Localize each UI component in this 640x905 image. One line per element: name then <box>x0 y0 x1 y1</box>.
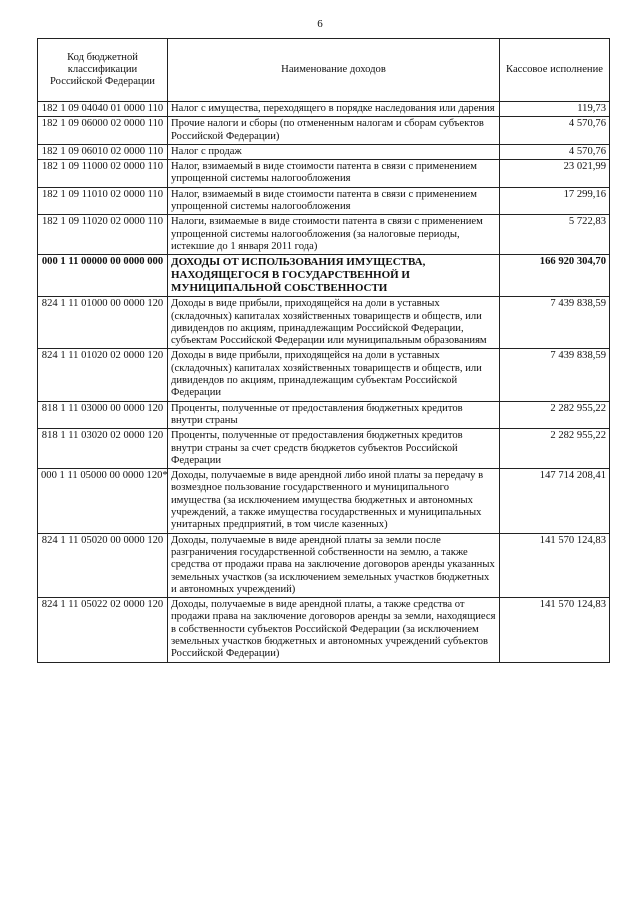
amount-cell: 4 570,76 <box>500 117 610 145</box>
amount-cell: 2 282 955,22 <box>500 429 610 469</box>
table-row <box>38 297 610 349</box>
header-amount: Кассовое исполнение <box>500 39 610 102</box>
revenue-name-cell: Налоги, взимаемые в виде стоимости патента в связи с применением упрощенной системы налогообложения (за налоговые периоды, истекшие до 1 января 2011 года) <box>168 215 500 255</box>
revenue-name-cell: Доходы, получаемые в виде арендной платы, а также средства от продажи права на заключение договоров аренды за земли, находящиеся в собственности субъектов Российской Федерации (за исключением земельных участков бюджетных и автономных учреждений субъектов Российской Федерации) <box>168 598 500 662</box>
budget-code-cell: 182 1 09 06010 02 0000 110 <box>38 144 168 159</box>
amount-cell: 2 282 955,22 <box>500 401 610 429</box>
budget-code-cell: 824 1 11 05020 00 0000 120 <box>38 533 168 597</box>
budget-code-cell: 824 1 11 01020 02 0000 120 <box>38 349 168 401</box>
table-row <box>38 102 610 117</box>
amount-cell: 23 021,99 <box>500 160 610 188</box>
table-row <box>38 187 610 215</box>
budget-code-cell: 818 1 11 03000 00 0000 120 <box>38 401 168 429</box>
budget-code-cell: 818 1 11 03020 02 0000 120 <box>38 429 168 469</box>
header-code: Код бюджетной классификации Российской Федерации <box>38 39 168 102</box>
revenue-name-cell: ДОХОДЫ ОТ ИСПОЛЬЗОВАНИЯ ИМУЩЕСТВА, НАХОДЯЩЕГОСЯ В ГОСУДАРСТВЕННОЙ И МУНИЦИПАЛЬНОЙ СОБСТВЕННОСТИ <box>168 255 500 297</box>
revenue-name-cell: Налог с продаж <box>168 144 500 159</box>
table-row <box>38 144 610 159</box>
amount-cell: 166 920 304,70 <box>500 255 610 297</box>
amount-cell: 141 570 124,83 <box>500 533 610 597</box>
table-row <box>38 429 610 469</box>
table-row <box>38 349 610 401</box>
budget-code-cell: 824 1 11 05022 02 0000 120 <box>38 598 168 662</box>
amount-cell: 119,73 <box>500 102 610 117</box>
amount-cell: 5 722,83 <box>500 215 610 255</box>
budget-code-cell: 182 1 09 04040 01 0000 110 <box>38 102 168 117</box>
revenue-name-cell: Прочие налоги и сборы (по отмененным налогам и сборам субъектов Российской Федерации) <box>168 117 500 145</box>
table-row <box>38 117 610 145</box>
amount-cell: 7 439 838,59 <box>500 297 610 349</box>
revenue-name-cell: Налог, взимаемый в виде стоимости патента в связи с применением упрощенной системы налогообложения <box>168 187 500 215</box>
table-row <box>38 598 610 662</box>
page-number: 6 <box>317 18 323 30</box>
budget-revenue-table <box>37 38 610 663</box>
budget-code-cell: 182 1 09 11010 02 0000 110 <box>38 187 168 215</box>
revenue-name-cell: Доходы, получаемые в виде арендной либо иной платы за передачу в возмездное пользование государственного и муниципального имущества (за исключением имущества бюджетных и автономных учреждений, а также имущества государственных и муниципальных унитарных предприятий, в том числе казенных) <box>168 469 500 533</box>
amount-cell: 141 570 124,83 <box>500 598 610 662</box>
table-row <box>38 469 610 533</box>
table-header-row <box>38 39 610 102</box>
revenue-name-cell: Доходы в виде прибыли, приходящейся на доли в уставных (складочных) капиталах хозяйственных товариществ и обществ, или дивидендов по акциям, принадлежащим субъектам Российской Федерации <box>168 349 500 401</box>
table-row <box>38 401 610 429</box>
budget-code-cell: 182 1 09 06000 02 0000 110 <box>38 117 168 145</box>
header-name: Наименование доходов <box>168 39 500 102</box>
revenue-name-cell: Проценты, полученные от предоставления бюджетных кредитов внутри страны за счет средств бюджетов субъектов Российской Федерации <box>168 429 500 469</box>
amount-cell: 7 439 838,59 <box>500 349 610 401</box>
amount-cell: 147 714 208,41 <box>500 469 610 533</box>
revenue-name-cell: Налог, взимаемый в виде стоимости патента в связи с применением упрощенной системы налогообложения <box>168 160 500 188</box>
table-row <box>38 255 610 297</box>
budget-code-cell: 000 1 11 00000 00 0000 000 <box>38 255 168 297</box>
table-row <box>38 160 610 188</box>
table-row <box>38 533 610 597</box>
amount-cell: 17 299,16 <box>500 187 610 215</box>
budget-code-cell: 182 1 09 11020 02 0000 110 <box>38 215 168 255</box>
revenue-name-cell: Проценты, полученные от предоставления бюджетных кредитов внутри страны <box>168 401 500 429</box>
budget-code-cell: 824 1 11 01000 00 0000 120 <box>38 297 168 349</box>
amount-cell: 4 570,76 <box>500 144 610 159</box>
revenue-name-cell: Доходы в виде прибыли, приходящейся на доли в уставных (складочных) капиталах хозяйственных товариществ и обществ, или дивидендов по акциям, принадлежащим Российской Федерации, субъектам Российской Федерации или муниципальным образованиям <box>168 297 500 349</box>
revenue-name-cell: Доходы, получаемые в виде арендной платы за земли после разграничения государственной собственности на землю, а также средства от продажи права на заключение договоров аренды указанных земельных участков (за исключением земельных участков бюджетных и автономных учреждений) <box>168 533 500 597</box>
revenue-name-cell: Налог с имущества, переходящего в порядке наследования или дарения <box>168 102 500 117</box>
table-row <box>38 215 610 255</box>
budget-code-cell: 000 1 11 05000 00 0000 120* <box>38 469 168 533</box>
budget-code-cell: 182 1 09 11000 02 0000 110 <box>38 160 168 188</box>
